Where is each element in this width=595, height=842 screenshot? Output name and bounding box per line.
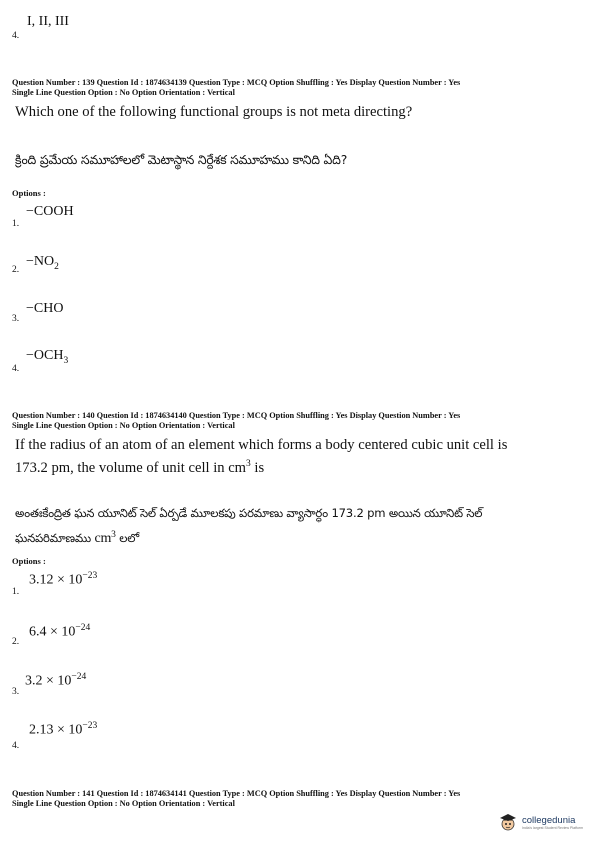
q139-option-1-text: −COOH xyxy=(26,204,74,219)
q140-meta-line1: Question Number : 140 Question Id : 1874634140 Question Type : MCQ Option Shuffling : Yes Display Question Number : Yes xyxy=(12,411,461,420)
q139-meta xyxy=(12,78,587,97)
q140-meta xyxy=(12,411,587,430)
q140-option-2-text: $6.4 \times 10^{-24}$ xyxy=(29,623,91,640)
q140-question-en-line1: If the radius of an atom of an element which forms a body centered cubic unit cell is xyxy=(15,437,508,453)
q140-option-1-number: 1. xyxy=(12,587,20,597)
q141-meta-line2: Single Line Question Option : No Option Orientation : Vertical xyxy=(12,798,235,808)
q140-question-en xyxy=(15,436,585,478)
q140-option-2-number: 2. xyxy=(12,637,20,647)
q140-option-1-text: $3.12 \times 10^{-23}$ xyxy=(29,571,98,588)
q140-question-en-line2: 173.2 pm, the volume of unit cell in $cm^3$ is xyxy=(15,459,265,476)
q139-option-1-number: 1. xyxy=(12,219,20,229)
q139-option-4-text: $-OCH_3$ xyxy=(26,348,69,366)
collegedunia-logo xyxy=(498,812,583,832)
q141-meta-line1: Question Number : 141 Question Id : 1874634141 Question Type : MCQ Option Shuffling : Yes Display Question Number : Yes xyxy=(12,789,461,798)
q139-meta-line1: Question Number : 139 Question Id : 1874634139 Question Type : MCQ Option Shuffling : Yes Display Question Number : Yes xyxy=(12,78,461,87)
q141-meta xyxy=(12,789,587,808)
q139-option-3-text: −CHO xyxy=(26,301,64,316)
q140-option-3-number: 3. xyxy=(12,687,20,697)
logo-name: collegedunia xyxy=(522,814,576,826)
q140-question-te xyxy=(15,502,585,550)
top-option-number: 4. xyxy=(12,31,20,41)
q139-options-label: Options : xyxy=(12,188,46,198)
q139-question-te: క్రింది ప్రమేయ సమూహాలలో మెటాస్థాన నిర్దేశక సమూహము కానిది ఏది? xyxy=(15,152,348,167)
q140-meta-line2: Single Line Question Option : No Option Orientation : Vertical xyxy=(12,420,235,430)
q139-meta-line2: Single Line Question Option : No Option Orientation : Vertical xyxy=(12,87,235,97)
q140-options-label: Options : xyxy=(12,556,46,566)
logo-tagline: India's largest Student Review Platform xyxy=(522,825,583,830)
q140-option-4-text: $2.13 \times 10^{-23}$ xyxy=(29,721,98,738)
q139-option-2-number: 2. xyxy=(12,265,20,275)
q140-option-4-number: 4. xyxy=(12,741,20,751)
graduate-mascot-icon xyxy=(498,812,518,832)
q139-option-3-number: 3. xyxy=(12,314,20,324)
q140-question-te-line1: అంతఃకేంద్రిత ఘన యూనిట్ సెల్ ఏర్పడే మూలకపు పరమాణు వ్యాసార్ధం 173.2 pm అయిన యూనిట్ సెల్ xyxy=(15,506,483,520)
q139-option-2-text: $-NO_2$ xyxy=(26,254,59,272)
q139-option-4-number: 4. xyxy=(12,364,20,374)
q140-option-3-text: $3.2 \times 10^{-24}$ xyxy=(25,672,87,689)
top-option-text: I, II, III xyxy=(27,14,69,29)
q139-question-en: Which one of the following functional groups is not meta directing? xyxy=(15,104,413,120)
q140-question-te-line2: ఘనపరిమాణము $cm^3$ లలో xyxy=(15,530,139,546)
